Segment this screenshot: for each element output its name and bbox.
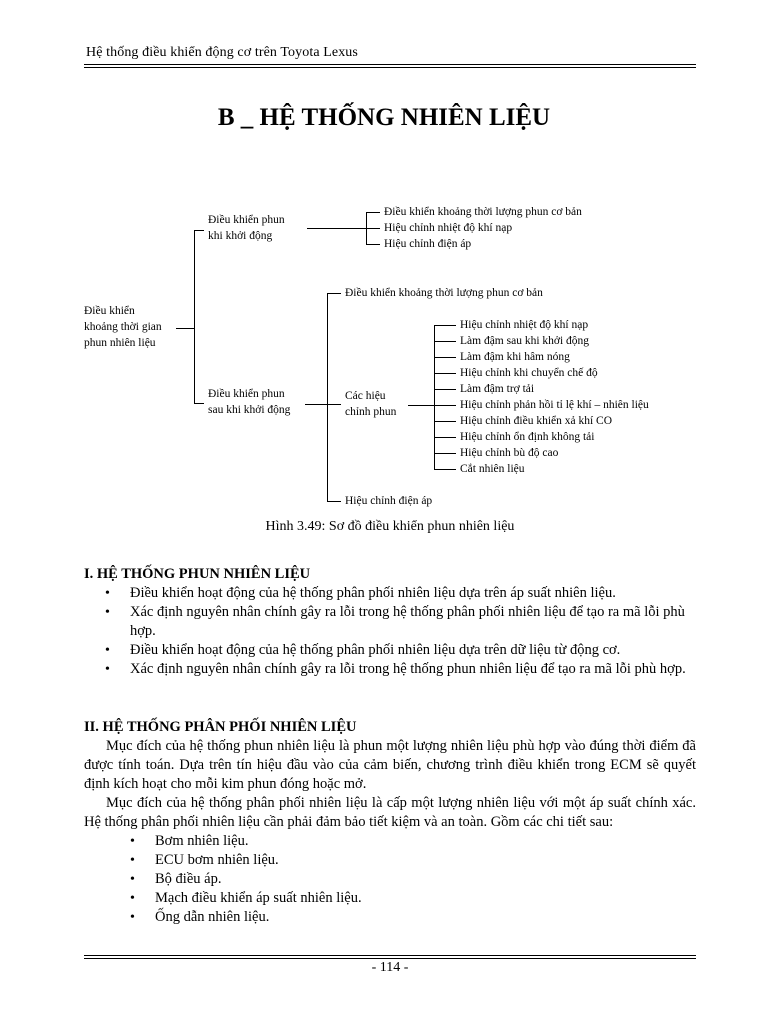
- section-fuel-injection: [84, 565, 696, 679]
- list-item: • Bơm nhiên liệu.: [84, 832, 696, 851]
- diagram-correction-item: Hiệu chỉnh bù độ cao: [460, 447, 559, 459]
- diagram-corrections-label-2: chỉnh phun: [345, 406, 397, 418]
- section-fuel-distribution: [84, 718, 696, 927]
- diagram-root-line-2: khoảng thời gian: [84, 321, 162, 333]
- list-item: • ECU bơm nhiên liệu.: [84, 851, 696, 870]
- diagram-after-voltage: Hiệu chỉnh điện áp: [345, 495, 433, 507]
- section-heading: II. HỆ THỐNG PHÂN PHỐI NHIÊN LIỆU: [84, 719, 357, 735]
- diagram-correction-item: Hiệu chỉnh nhiệt độ khí nạp: [460, 319, 589, 331]
- paragraph: Mục đích của hệ thống phân phối nhiên liệu là cấp một lượng nhiên liệu với một áp suất chính xác. Hệ thống phân phối nhiên liệu cần phải đảm bảo tiết kiệm và an toàn. Gồm các chi tiết sau:: [84, 795, 696, 830]
- diagram-start-item: Hiệu chỉnh nhiệt độ khí nạp: [384, 222, 513, 234]
- list-item: • Ống dẫn nhiên liệu.: [84, 908, 696, 927]
- diagram-start-item: Hiệu chỉnh điện áp: [384, 238, 472, 250]
- diagram-root-line-1: Điều khiển: [84, 305, 135, 317]
- diagram-start-label-1: Điều khiển phun: [208, 214, 285, 226]
- section-heading: I. HỆ THỐNG PHUN NHIÊN LIỆU: [84, 566, 311, 582]
- page-title: B _ HỆ THỐNG NHIÊN LIỆU: [217, 104, 551, 131]
- diagram-corrections-label-1: Các hiệu: [345, 390, 386, 402]
- list-item: • Xác định nguyên nhân chính gây ra lỗi trong hệ thống phun nhiên liệu để tạo ra mã lỗi phù hợp.: [84, 660, 696, 679]
- list-item: • Bộ điều áp.: [84, 870, 696, 889]
- diagram-after-basic: Điều khiển khoảng thời lượng phun cơ bản: [345, 287, 543, 299]
- list-item: • Điều khiển hoạt động của hệ thống phân phối nhiên liệu dựa trên dữ liệu từ động cơ.: [84, 641, 696, 660]
- list-item: • Mạch điều khiển áp suất nhiên liệu.: [84, 889, 696, 908]
- list-item: • Xác định nguyên nhân chính gây ra lỗi trong hệ thống phân phối nhiên liệu để tạo ra mã lỗi phù hợp.: [84, 603, 696, 641]
- footer-rule-2: [84, 958, 696, 959]
- diagram-start-item: Điều khiển khoảng thời lượng phun cơ bản: [384, 206, 582, 218]
- diagram-correction-item: Hiệu chỉnh khi chuyển chế độ: [460, 367, 598, 379]
- diagram-correction-item: Hiệu chỉnh ổn định không tải: [460, 431, 595, 443]
- diagram-correction-item: Hiệu chỉnh phản hồi tỉ lệ khí – nhiên liệu: [460, 399, 649, 411]
- running-header: Hệ thống điều khiển động cơ trên Toyota Lexus: [86, 45, 358, 60]
- diagram-correction-item: Cắt nhiên liệu: [460, 463, 525, 475]
- diagram-after-label-1: Điều khiển phun: [208, 388, 285, 400]
- paragraph: Mục đích của hệ thống phun nhiên liệu là phun một lượng nhiên liệu phù hợp vào đúng thời điểm đã được tính toán. Dựa trên tín hiệu đầu vào của cảm biến, chương trình điều khiển trong ECM sẽ quyết định kích hoạt cho mỗi kim phun đóng hoặc mở.: [84, 738, 696, 792]
- diagram-correction-item: Làm đậm trợ tải: [460, 383, 535, 395]
- diagram-correction-item: Làm đậm sau khi khởi động: [460, 335, 590, 347]
- diagram-correction-item: Làm đậm khi hâm nóng: [460, 351, 570, 363]
- diagram-after-label-2: sau khi khởi động: [208, 404, 291, 416]
- diagram-correction-item: Hiệu chỉnh điều khiển xả khí CO: [460, 415, 613, 427]
- bullet-list: [84, 832, 696, 927]
- list-item: • Điều khiển hoạt động của hệ thống phân phối nhiên liệu dựa trên áp suất nhiên liệu.: [84, 584, 696, 603]
- page-number: - 114 -: [371, 960, 409, 975]
- bullet-list: [84, 584, 696, 679]
- diagram-start-label-2: khi khởi động: [208, 230, 273, 242]
- footer-rule: [84, 955, 696, 956]
- diagram-root-line-3: phun nhiên liệu: [84, 337, 156, 349]
- figure-caption: Hình 3.49: Sơ đồ điều khiển phun nhiên liệu: [265, 519, 515, 534]
